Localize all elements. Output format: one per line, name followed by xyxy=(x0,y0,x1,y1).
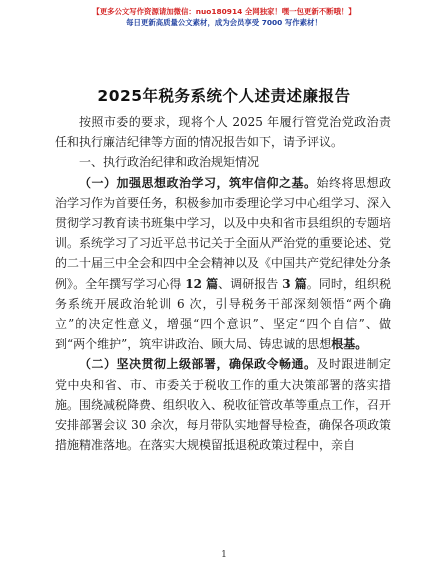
promo-banner-line-1: 【更多公文写作资源请加微信：nuo180914 全网独家！嘿一包更新不断哦！】 xyxy=(92,7,356,16)
section-heading xyxy=(55,152,391,172)
promo-banner xyxy=(0,6,448,28)
paragraph-1-lead: （一）加强思想政治学习，筑牢信仰之基。 xyxy=(79,175,317,190)
document-title: 2025年税务系统个人述责述廉报告 xyxy=(97,87,351,105)
paragraph-1 xyxy=(55,173,391,355)
paragraph-1-text-c: 。同时，组织税务系统开展政治轮训 6 次，引导税务干部深刻领悟“两个确立”的决定性意义，增强“四个意识”、坚定“四个自信”、做到“两个维护”，筑牢讲政治、顾大局、铸忠诚的思想 xyxy=(55,276,391,352)
promo-banner-line-2: 每日更新高质量公文素材，成为会员享受 7000 写作素材！ xyxy=(126,18,322,27)
paragraph-1-tail: 根基。 xyxy=(331,337,368,352)
paragraph-2 xyxy=(55,354,391,455)
intro-paragraph: 按照市委的要求，现将个人 2025 年履行管党治党政治责任和执行廉洁纪律等方面的情况报告如下，请予评议。 xyxy=(55,115,391,150)
paragraph-1-count-b: 3 篇 xyxy=(282,276,307,291)
paragraph-2-lead: （二）坚决贯彻上级部署，确保政令畅通。 xyxy=(79,357,317,372)
section-heading-text: 一、执行政治纪律和政治规矩情况 xyxy=(79,155,260,170)
document-body xyxy=(55,112,391,455)
paragraph-1-text-b: 、调研报告 xyxy=(218,276,283,291)
paragraph-1-text-a: 始终将思想政治学习作为首要任务，积极参加市委理论学习中心组学习、深入贯彻学习教育读书班集中学习，以及中央和省市县组织的专题培训。系统学习了习近平总书记关于全面从严治党的重要论述、党的二十届三中全会和四中全会精神以及《中国共产党纪律处分条例》。全年撰写学习心得 xyxy=(55,175,392,291)
paragraph-2-text: 及时跟进制定党中央和省、市、市委关于税收工作的重大决策部署的落实措施。围绕减税降费、组织收入、税收征管改革等重点工作，召开安排部署会议 30 余次，每月带队实地督导检查，确保各项政策措施精准落地。在落实大规模留抵退税政策过程中，亲自 xyxy=(55,357,392,453)
paragraph-1-count-a: 12 篇 xyxy=(185,276,219,291)
page-number: 1 xyxy=(221,550,227,560)
